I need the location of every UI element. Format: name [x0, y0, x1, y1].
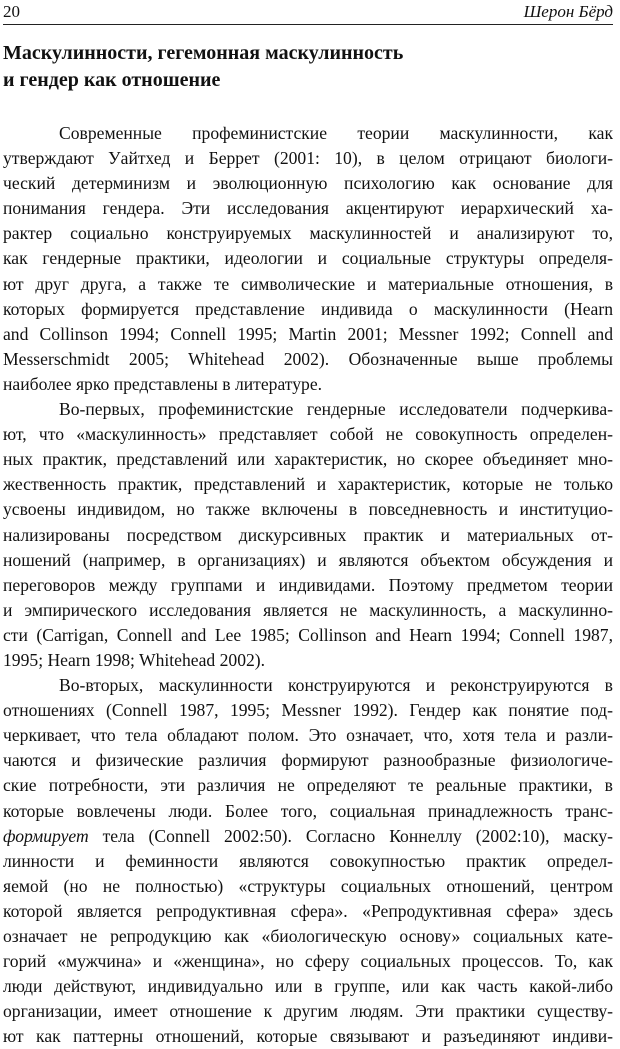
section-title-line: и гендер как отношение [3, 69, 221, 91]
text-line: ношений (например, в организациях) и являются объектом обсуждения и [3, 549, 613, 570]
text-line: яемой (но не полностью) «структуры социальных отношений, центром [3, 875, 613, 896]
text-line: чаются и физические различия формируют разнообразные физиологиче- [3, 750, 613, 771]
text-line: сти (Carrigan, Connell and Lee 1985; Collinson and Hearn 1994; Connell 1987, [3, 624, 613, 645]
body-text [3, 121, 613, 1049]
text-line: организации, имеет отношение к другим людям. Эти практики существу- [3, 1001, 613, 1022]
text-line: ские потребности, эти различия не определяют те реальные практики, в [3, 775, 613, 796]
text-line: линности и феминности являются совокупностью практик определ- [3, 850, 613, 871]
text-line: переговоров между группами и индивидами. Поэтому предметом теории [3, 574, 613, 595]
text-line: Во-вторых, маскулинности конструируются и реконструируются в [59, 675, 613, 696]
text-line: ных практик, представлений или характеристик, но скорее объединяет мно- [3, 449, 613, 470]
page-number: 20 [3, 2, 20, 21]
text-line: усвоены индивидом, но также включены в повседневность и институцио- [3, 499, 613, 520]
text-line: и эмпирического исследования является не маскулинность, а маскулинно- [3, 599, 613, 620]
text-line: жественность практик, представлений и характеристик, которые не только [3, 474, 613, 495]
text-line: которой является репродуктивная сфера». «Репродуктивная сфера» здесь [3, 900, 613, 921]
text-line: ют как паттерны отношений, которые связывают и разъединяют индиви- [3, 1026, 613, 1047]
text-line-mixed [3, 824, 613, 849]
text-line: Messerschmidt 2005; Whitehead 2002). Обозначенные выше проблемы [3, 348, 613, 369]
text-line: ческий детерминизм и эволюционную психологию как основание для [3, 173, 613, 194]
text-line: отношениях (Connell 1987, 1995; Messner 1992). Гендер как понятие под- [3, 700, 613, 721]
text-line: 1995; Hearn 1998; Whitehead 2002). [3, 649, 266, 670]
text-line: которые вовлечены люди. Более того, социальная принадлежность транс- [3, 800, 613, 821]
text-line: and Collinson 1994; Connell 1995; Martin 2001; Messner 1992; Connell and [3, 323, 613, 344]
text-line: утверждают Уайтхед и Беррет (2001: 10), в целом отрицают биологи- [3, 148, 613, 169]
section-title-line: Маскулинности, гегемонная маскулинность [3, 42, 404, 64]
paragraph-2 [3, 397, 613, 673]
text-line: ют, что «маскулинность» представляет собой не совокупность определен- [3, 424, 613, 445]
paragraph-1 [3, 121, 613, 397]
text-line: черкивает, что тела обладают полом. Это означает, что, хотя тела и разли- [3, 725, 613, 746]
text-line: которых формируется представление индивида о маскулинности (Hearn [3, 298, 613, 319]
text-line: понимания гендера. Эти исследования акцентируют иерархический ха- [3, 198, 613, 219]
section-title [3, 40, 613, 94]
text-line: наиболее ярко представлены в литературе. [3, 373, 323, 394]
text-fragment: тела (Connell 2002:50). Согласно Коннеллу (2002:10), маску- [88, 825, 613, 846]
text-line: ют друг друга, а также те символические и материальные отношения, в [3, 273, 613, 294]
text-line: нализированы посредством дискурсивных практик и материальных от- [3, 524, 613, 545]
text-line: горий «мужчина» и «женщина», но сферу социальных процессов. То, как [3, 951, 613, 972]
running-head [3, 0, 613, 25]
text-line: Во-первых, профеминистские гендерные исследователи подчеркива- [59, 399, 613, 420]
paragraph-3 [3, 673, 613, 1049]
text-line: как гендерные практики, идеологии и социальные структуры определя- [3, 248, 613, 269]
text-line: Современные профеминистские теории маскулинности, как [59, 123, 613, 143]
italic-word: формирует [3, 825, 89, 846]
text-line: означает не репродукцию как «биологическую основу» социальных кате- [3, 926, 613, 946]
text-line: люди действуют, индивидуально или в группе, или как часть какой-либо [3, 976, 613, 997]
text-line: рактер социально конструируемых маскулинностей и анализируют то, [3, 223, 613, 244]
running-head-author: Шерон Бёрд [523, 2, 613, 21]
